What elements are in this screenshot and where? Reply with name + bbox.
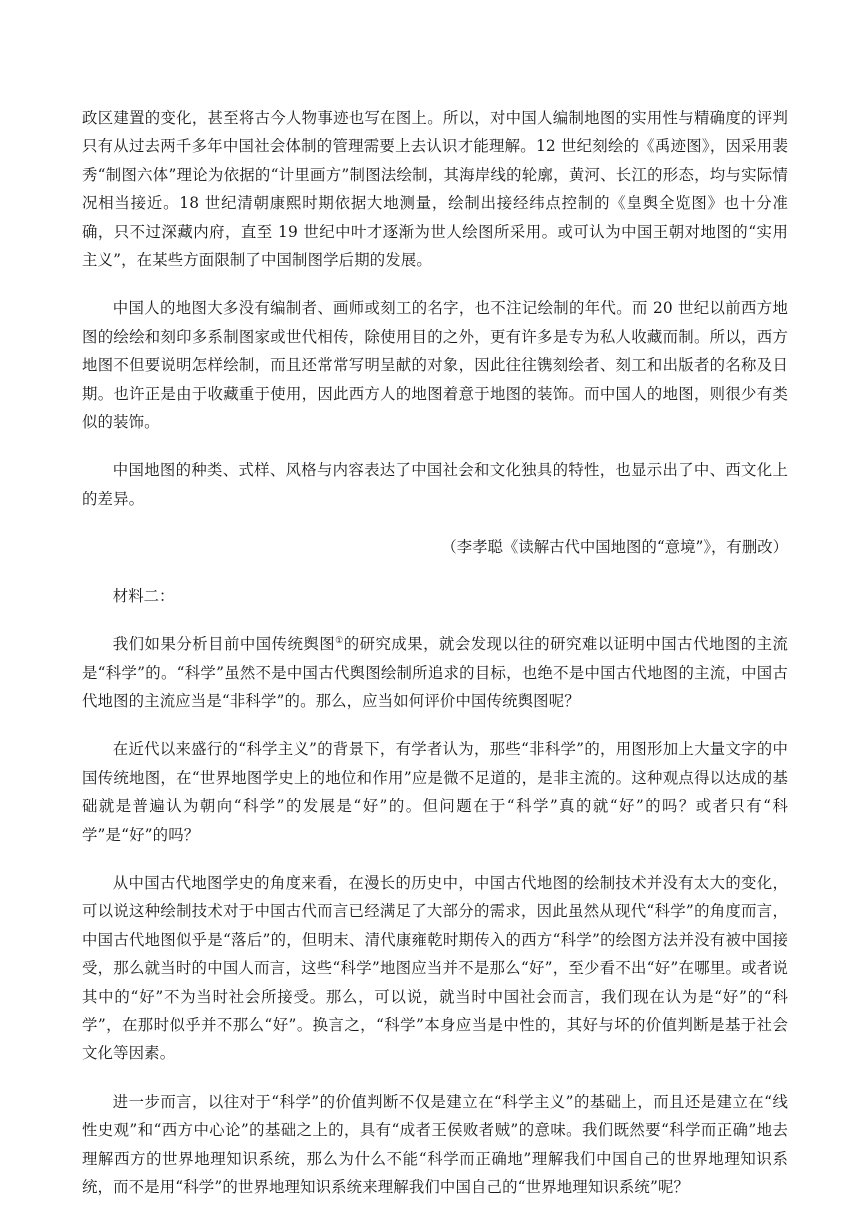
material2-paragraph-3: 从中国古代地图学史的角度来看，在漫长的历史中，中国古代地图的绘制技术并没有太大的变化，可以说这种绘制技术对于中国古代而言已经满足了大部分的需求，因此虽然从现代“科学”的角度而言，中国古代地图似乎是“落后”的，但明末、清代康雍乾时期传入的西方“科学”的绘图方法并没有被中国接受，那么就当时的中国人而言，这些“科学”地图应当并不是那么“好”，至少看不出“好”在哪里。或者说其中的“好”不为当时社会所接受。那么，可以说，就当时中国社会而言，我们现在认为是“好”的“科学”，在那时似乎并不那么“好”。换言之，“科学”本身应当是中性的，其好与坏的价值判断是基于社会文化等因素。 <box>82 873 788 1063</box>
material2-paragraph-1 <box>82 630 788 715</box>
footnote-marker: ① <box>335 635 344 646</box>
material2-paragraph-1-start: 我们如果分析目前中国传统舆图 <box>112 635 336 654</box>
material1-paragraph-2: 中国人的地图大多没有编制者、画师或刻工的名字，也不注记绘制的年代。而 20 世纪以前西方地图的绘绘和刻印多系制图家或世代相传，除使用目的之外，更有许多是专为私人收藏而制。所以，西方地图不但要说明怎样绘制，而且还常常写明呈献的对象，因此往往镌刻绘者、刻工和出版者的名称及日期。也许正是由于收藏重于使用，因此西方人的地图着意于地图的装饰。而中国人的地图，则很少有类似的装饰。 <box>82 299 788 432</box>
material1-paragraph-1: 政区建置的变化，甚至将古今人物事迹也写在图上。所以，对中国人编制地图的实用性与精确度的评判只有从过去两千多年中国社会体制的管理需要上去认识才能理解。12 世纪刻绘的《禹迹图》，因采用裴秀“制图六体”理论为依据的“计里画方”制图法绘制，其海岸线的轮廓，黄河、长江的形态，均与实际情况相当接近。18 世纪清朝康熙时期依据大地测量，绘制出接经纬点控制的《皇舆全览图》也十分准确，只不过深藏内府，直至 19 世纪中叶才逐渐为世人绘图所采用。或可认为中国王朝对地图的“实用主义”，在某些方面限制了中国制图学后期的发展。 <box>82 109 788 270</box>
material2-paragraph-1-rest: 的研究成果，就会发现以往的研究难以证明中国古代地图的主流是“科学”的。“科学”虽然不是中国古代舆图绘制所追求的目标，也绝不是中国古代地图的主流，中国古代地图的主流应当是“非科学”的。那么，应当如何评价中国传统舆图呢？ <box>82 635 788 710</box>
material2-label: 材料二： <box>112 586 175 605</box>
material2-paragraph-4: 进一步而言，以往对于“科学”的价值判断不仅是建立在“科学主义”的基础上，而且还是建立在“线性史观”和“西方中心论”的基础之上的，具有“成者王侯败者贼”的意味。我们既然要“科学而正确”地去理解西方的世界地理知识系统，那么为什么不能“科学而正确地”理解我们中国自己的世界地理知识系统，而不是用“科学”的世界地理知识系统来理解我们中国自己的“世界地理知识系统”呢？ <box>82 1092 788 1196</box>
material1-source-citation: （李孝聪《读解古代中国地图的“意境”》，有删改） <box>441 538 788 557</box>
document-page <box>82 104 788 1221</box>
material1-paragraph-3: 中国地图的种类、式样、风格与内容表达了中国社会和文化独具的特性，也显示出了中、西文化上的差异。 <box>82 461 788 508</box>
material2-paragraph-2: 在近代以来盛行的“科学主义”的背景下，有学者认为，那些“非科学”的，用图形加上大量文字的中国传统地图，在“世界地图学史上的地位和作用”应是微不足道的，是非主流的。这种观点得以达成的基础就是普遍认为朝向“科学”的发展是“好”的。但问题在于“科学”真的就“好”的吗？或者只有“科学”是“好”的吗？ <box>82 740 788 844</box>
